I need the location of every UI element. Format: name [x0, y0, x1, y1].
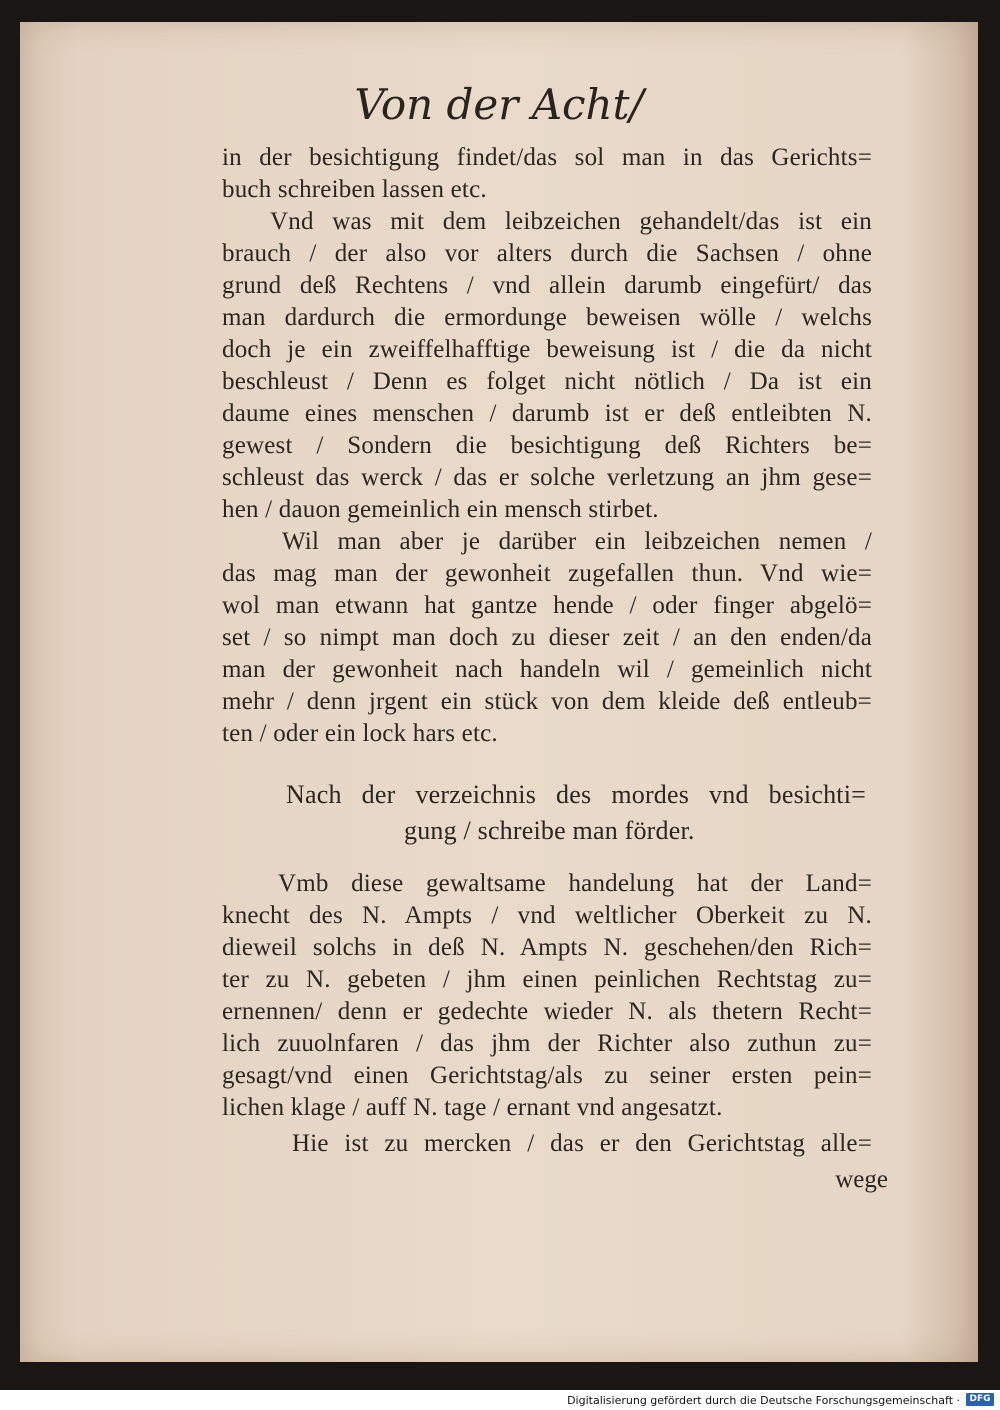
text-line: beschleust / Denn es folget nicht nötlich / Da ist ein	[222, 368, 872, 395]
text-line: set / so nimpt man doch zu dieser zeit / an den enden/da	[222, 624, 872, 651]
text-line: ten / oder ein lock hars etc.	[222, 720, 498, 747]
text-line: Vnd was mit dem leibzeichen gehandelt/das ist ein	[270, 208, 872, 235]
text-line: knecht des N. Ampts / vnd weltlicher Oberkeit zu N.	[222, 902, 872, 929]
text-line: in der besichtigung findet/das sol man in das Gerichts=	[222, 144, 872, 171]
text-line: Hie ist zu mercken / das er den Gerichtstag alle=	[292, 1130, 872, 1157]
dfg-logo-text: DFG	[969, 1394, 991, 1404]
text-line: Vmb diese gewaltsame handelung hat der Land=	[278, 870, 872, 897]
dfg-logo	[966, 1393, 994, 1406]
text-line: ter zu N. gebeten / jhm einen peinlichen Rechtstag zu=	[222, 966, 872, 993]
text-line: Wil man aber je darüber ein leibzeichen nemen /	[282, 528, 872, 555]
text-line: mehr / denn jrgent ein stück von dem kleide deß entleub=	[222, 688, 872, 715]
funding-credit: Digitalisierung gefördert durch die Deutsche Forschungsgemeinschaft ·	[567, 1394, 960, 1407]
text-line: wol man etwann hat gantze hende / oder finger abgelö=	[222, 592, 872, 619]
text-line: schleust das werck / das er solche verletzung an jhm gese=	[222, 464, 872, 491]
text-line: grund deß Rechtens / vnd allein darumb eingefürt/ das	[222, 272, 872, 299]
text-line: buch schreiben lassen etc.	[222, 176, 487, 203]
catchword: wege	[835, 1166, 888, 1193]
text-line: man dardurch die ermordunge beweisen wölle / welchs	[222, 304, 872, 331]
text-line: man der gewonheit nach handeln wil / gemeinlich nicht	[222, 656, 872, 683]
text-line: lich zuuolnfaren / das jhm der Richter also zuthun zu=	[222, 1030, 872, 1057]
text-line: ernennen/ denn er gedechte wieder N. als thetern Recht=	[222, 998, 872, 1025]
section-heading-line: Nach der verzeichnis des mordes vnd besichti=	[286, 780, 866, 809]
text-line: lichen klage / auff N. tage / ernant vnd angesatzt.	[222, 1094, 723, 1121]
text-line: hen / dauon gemeinlich ein mensch stirbet.	[222, 496, 659, 523]
text-line: dieweil solchs in deß N. Ampts N. geschehen/den Rich=	[222, 934, 872, 961]
text-line: doch je ein zweiffelhafftige beweisung ist / die da nicht	[222, 336, 872, 363]
text-line: gesagt/vnd einen Gerichtstag/als zu seiner ersten pein=	[222, 1062, 872, 1089]
section-heading-line: gung / schreibe man förder.	[404, 816, 695, 845]
text-line: das mag man der gewonheit zugefallen thun. Vnd wie=	[222, 560, 872, 587]
text-line: gewest / Sondern die besichtigung deß Richters be=	[222, 432, 872, 459]
running-head: Von der Acht/	[354, 80, 644, 129]
text-line: brauch / der also vor alters durch die Sachsen / ohne	[222, 240, 872, 267]
text-line: daume eines menschen / darumb ist er deß entleibten N.	[222, 400, 872, 427]
